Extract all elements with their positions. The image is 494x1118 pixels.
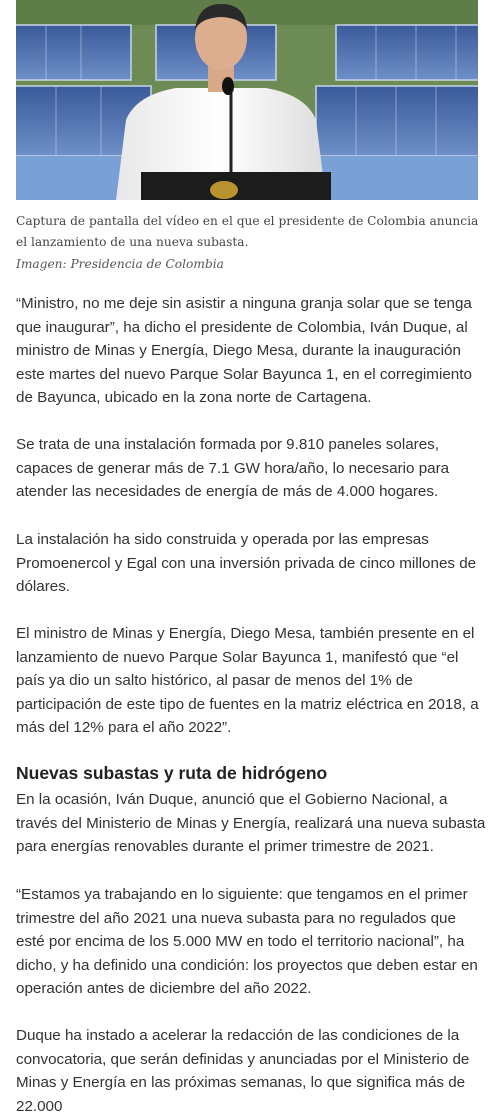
- image-caption: Captura de pantalla del vídeo en el que el presidente de Colombia anuncia el lanzamiento de una nueva subasta.: [16, 214, 479, 249]
- article-paragraph: La instalación ha sido construida y operada por las empresas Promoenercol y Egal con una inversión privada de cinco millones de dólares.: [16, 531, 477, 595]
- article-paragraph: “Ministro, no me deje sin asistir a ninguna granja solar que se tenga que inaugurar”, ha dicho el presidente de Colombia, Iván Duque, al ministro de Minas y Energía, Diego Mesa, durante la inauguración este martes del nuevo Parque Solar Bayunca 1, en el corregimiento de Bayunca, ubicado en la zona norte de Cartagena.: [16, 295, 472, 406]
- article-paragraph: “Estamos ya trabajando en lo siguiente: que tengamos en el primer trimestre del año 2021 una nueva subasta para no regulados que esté por encima de los 5.000 MW en todo el territorio nacional”, ha dicho, y ha definido una condición: los proyectos que deben estar en operación antes de diciembre del año 2022.: [16, 886, 478, 997]
- image-credit: Imagen: Presidencia de Colombia: [16, 257, 224, 271]
- article-paragraph: El ministro de Minas y Energía, Diego Mesa, también presente en el lanzamiento de nuevo Parque Solar Bayunca 1, manifestó que “el país ya dio un salto histórico, al pasar de menos del 1% de participación de este tipo de fuentes en la matriz eléctrica en 2018, a más del 12% para el año 2022”.: [16, 625, 479, 736]
- article-paragraph: Se trata de una instalación formada por 9.810 paneles solares, capaces de generar más de 7.1 GW hora/año, lo necesario para atender las necesidades de energía de más de 4.000 hogares.: [16, 436, 450, 500]
- podium: [141, 172, 331, 200]
- section-heading: Nuevas subastas y ruta de hidrógeno: [16, 763, 328, 783]
- article-paragraph: En la ocasión, Iván Duque, anunció que el Gobierno Nacional, a través del Ministerio de Minas y Energía, realizará una nueva subasta para energías renovables durante el primer trimestre de 2021.: [16, 791, 486, 855]
- article-paragraph: Duque ha instado a acelerar la redacción de las condiciones de la convocatoria, que serán definidas y anunciadas por el Ministerio de Minas y Energía en las próximas semanas, lo que significa más de 22.000: [16, 1027, 470, 1115]
- hero-image: [16, 0, 478, 200]
- solar-panel-speech-photo: [16, 0, 478, 200]
